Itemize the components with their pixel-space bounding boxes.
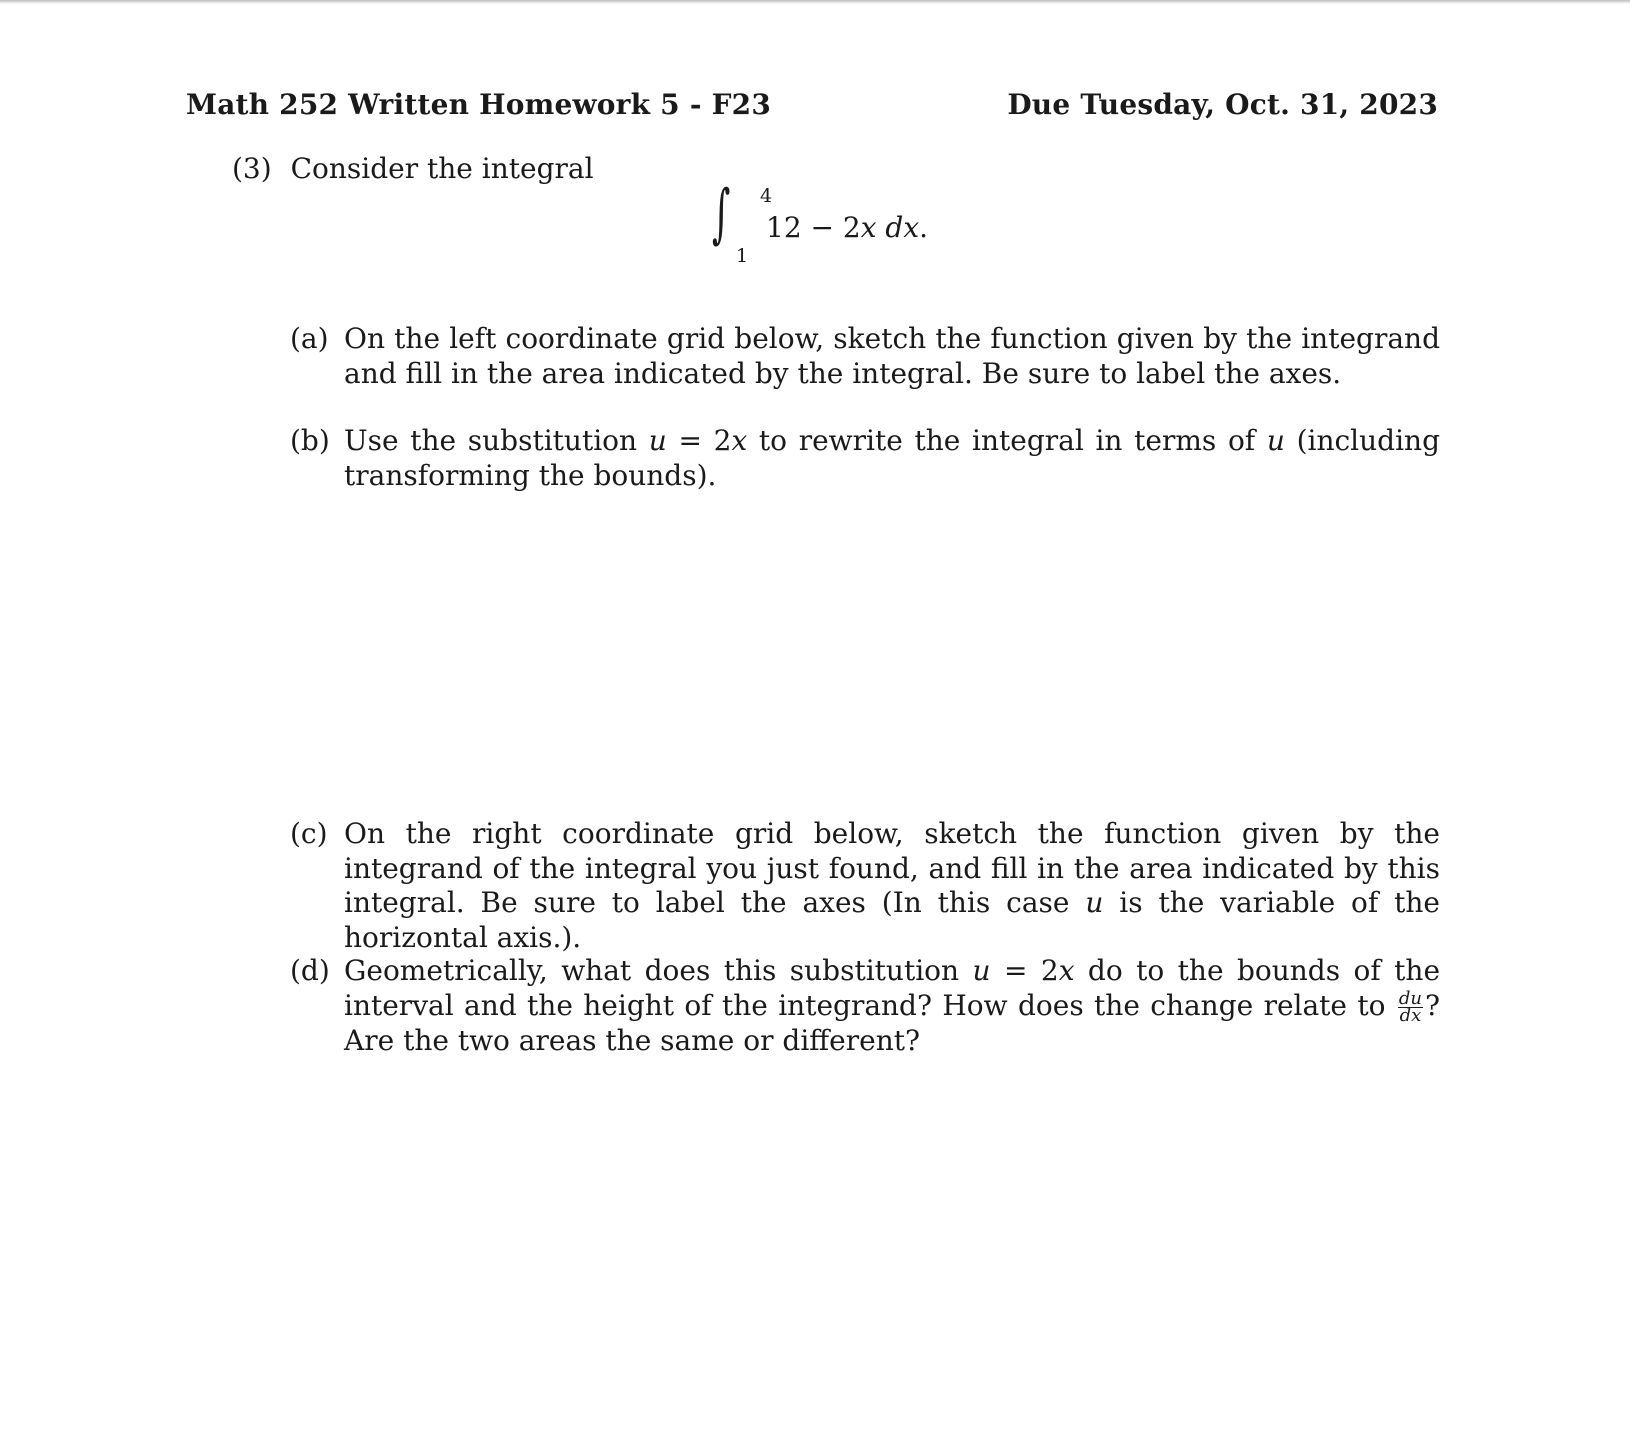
part-a-text: On the left coordinate grid below, sketch the function given by the integrand and fill in the area indicated by the integral. Be sure to label the axes.: [344, 322, 1440, 390]
part-c-label: (c): [290, 817, 328, 850]
homework-title: Math 252 Written Homework 5 - F23: [186, 88, 772, 121]
part-d-label: (d): [290, 954, 330, 987]
page-top-edge: [0, 0, 1630, 4]
part-d-text: Geometrically, what does this substitution u = 2x do to the bounds of the interval and the height of the integrand? How does the change relate to $\frac{du}{dx}$ ? Are the two areas the same or different?: [344, 954, 1441, 1057]
problem-intro: [232, 152, 594, 185]
integrand: 12 − 2x dx.: [766, 211, 929, 244]
integral-sign: ∫: [712, 177, 731, 251]
part-a-label: (a): [290, 322, 329, 355]
part-a: [290, 322, 1440, 391]
problem-intro-text: Consider the integral: [290, 152, 594, 185]
part-c: [290, 817, 1440, 955]
du-dx-fraction: $\frac{du}{dx}$: [1398, 987, 1422, 1026]
problem-number: (3): [232, 152, 272, 185]
part-b-label: (b): [290, 424, 330, 457]
part-b-text: Use the substitution u = 2x to rewrite the integral in terms of u (including transforming the bounds).: [344, 424, 1441, 492]
part-c-text: On the right coordinate grid below, sketch the function given by the integrand of the integral you just found, and fill in the area indicated by this integral. Be sure to label the axes (In this case u is the variable of the horizontal axis.).: [344, 817, 1440, 954]
integral-upper-bound: 4: [760, 185, 773, 207]
integral-expression: [712, 177, 929, 275]
part-b: [290, 424, 1440, 493]
due-date: Due Tuesday, Oct. 31, 2023: [1007, 88, 1438, 121]
part-d: [290, 954, 1440, 1058]
integral-lower-bound: 1: [736, 245, 749, 267]
